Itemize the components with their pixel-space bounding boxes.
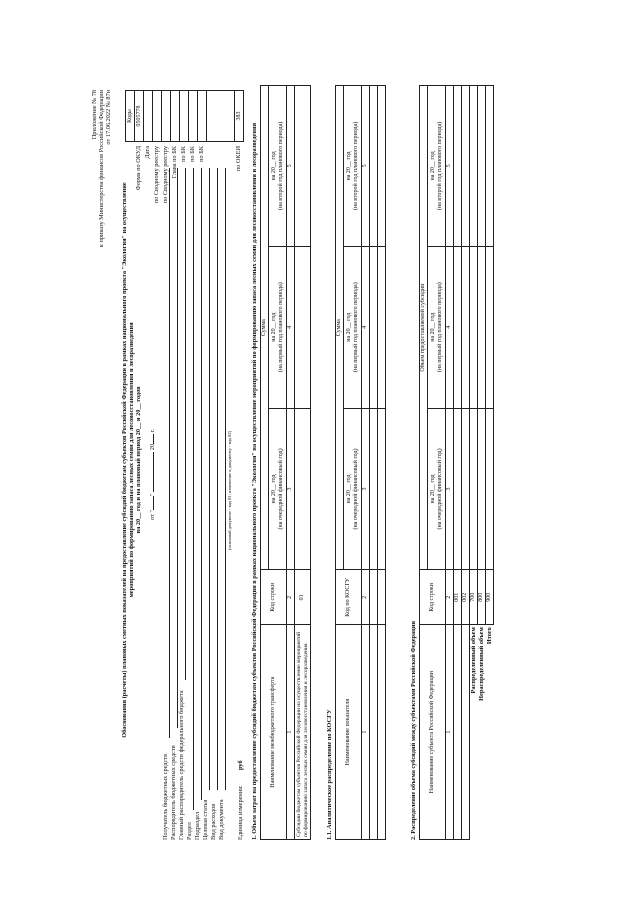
s11-col-y1: на 20__ год (на очередной финансовый год) (344, 408, 362, 570)
codes-table (125, 90, 244, 142)
field-distributor: Распорядитель бюджетных средств (170, 745, 177, 840)
field-expense-type: Вид расходов (210, 803, 217, 840)
field-distributor-line (177, 168, 178, 728)
section11-title: 1.1. Аналитическое распределение по КОСГУ (326, 709, 333, 840)
s2-total2-code: 800 (478, 570, 486, 625)
table-row (486, 86, 494, 840)
s1-col-sum: Сумма (261, 86, 269, 570)
code-reestr (153, 91, 162, 142)
code-okei: 383 (235, 91, 244, 142)
section1-table (260, 85, 311, 840)
appendix-number: Приложение № 78 (91, 90, 98, 140)
field-unit-value: руб (237, 760, 244, 770)
s1-col-y2: на 20__ год (на первый год планового периода) (269, 246, 287, 408)
s2-num-2: 2 (446, 570, 454, 625)
field-placement-type: Вид документа (218, 799, 225, 840)
field-subsection-line (201, 168, 202, 800)
field-unit-label: Единица измерения: (237, 785, 244, 840)
label-okud: Форма по ОКУД (135, 146, 142, 191)
doc-title-line1: Обоснования (расчеты) плановых сметных показателей на предоставление субсидий бюджетам субъектов Российской Федерации в рамках национального проекта "Экология" на осуществление (121, 182, 128, 738)
doc-title-line2: мероприятий по формированию запаса лесных семян для лесовосстановления и лесоразведения (128, 322, 135, 598)
code-reestr2 (162, 91, 171, 142)
label-reestr2: по Сводному реестру (162, 146, 169, 204)
field-section-line (193, 168, 194, 810)
s1-row-y3 (295, 86, 311, 247)
s2-num-5: 5 (446, 86, 454, 247)
s2-total1-label: Распределенный объем (470, 627, 478, 694)
appendix-line3: от 17.06.2022 № 87н (105, 90, 112, 145)
s2-col-y1: на 20__ год (на очередной финансовый год) (428, 408, 446, 570)
s1-num-4: 4 (287, 246, 295, 408)
field-recipient: Получатель бюджетных средств (162, 753, 169, 840)
s1-col-name: Наименование межбюджетного трансферта (261, 625, 287, 840)
s1-row-code: 01 (295, 570, 311, 625)
code-bk1 (180, 91, 189, 142)
table-row (470, 86, 478, 840)
s1-row-y2 (295, 246, 311, 408)
s1-num-2: 2 (287, 570, 295, 625)
table-row (370, 86, 378, 840)
section11-table (335, 85, 386, 840)
s2-num-4: 4 (446, 246, 454, 408)
field-placement-hint: (основной документ - код 01; изменение к документу - код 02) (227, 430, 232, 550)
field-section: Раздел (186, 822, 193, 840)
code-blank (207, 91, 235, 142)
s11-num-2: 2 (362, 570, 370, 625)
s2-total3-code: 900 (486, 570, 494, 625)
s2-col-y3: на 20__ год (на второй год планового периода) (428, 86, 446, 247)
s1-col-y1: на 20__ год (на очередной финансовый год) (269, 408, 287, 570)
form-code: 0505778 (135, 91, 144, 142)
s11-num-1: 1 (362, 625, 370, 840)
s2-col-code: Код строки (420, 570, 446, 625)
section1-title: 1. Объем затрат на предоставление субсидий бюджетам субъектов Российской Федерации в рамках национального проекта "Экология" на осуществление мероприятий по формированию запаса лесных семян для лесовосстановления и лесоразведения (251, 123, 258, 840)
s2-col-name: Наименование субъекта Российской Федерации (420, 625, 446, 840)
field-subsection: Подраздел (194, 811, 201, 840)
label-okei: по ОКЕИ (235, 146, 242, 172)
code-bk2 (189, 91, 198, 142)
section2-title: 2. Распределение объема субсидий между субъектами Российской Федерации (410, 620, 417, 840)
s11-num-4: 4 (362, 246, 370, 408)
s2-total1-code: 700 (470, 570, 478, 625)
code-glava (171, 91, 180, 142)
label-reestr: по Сводному реестру (153, 146, 160, 204)
date-line: от "" 20 г. (149, 428, 156, 520)
s1-num-1: 1 (287, 625, 295, 840)
field-expense-type-line (217, 168, 218, 790)
s2-row-code-2: 002 (462, 570, 470, 625)
s2-total3-label: Итого (485, 627, 493, 645)
s1-row-label: Субсидии бюджетам субъектов Российской Федерации на осуществление мероприятий по формированию запаса лесных семян для лесовосстановления и лесоразведения (295, 625, 311, 840)
s11-col-code: Код по КОСГУ (336, 570, 362, 625)
s2-total2-label: Нераспределенный объем (477, 627, 485, 701)
field-main-manager: Главный распорядитель средств федерального бюджета (178, 690, 185, 840)
code-bk3 (198, 91, 207, 142)
s1-row-y1 (295, 408, 311, 570)
label-bk2: по БК (189, 146, 196, 162)
table-row (478, 86, 486, 840)
field-target: Целевая статья (202, 799, 209, 840)
s1-num-5: 5 (287, 86, 295, 247)
s11-col-y3: на 20__ год (на второй год планового периода) (344, 86, 362, 247)
field-recipient-line (169, 168, 170, 738)
table-row (378, 86, 386, 840)
rotated-form (85, 70, 555, 850)
appendix-line2: к приказу Министерства финансов Российской Федерации (98, 90, 105, 248)
label-bk1: по БК (180, 146, 187, 162)
s2-num-1: 1 (446, 625, 454, 840)
s11-num-5: 5 (362, 86, 370, 247)
s2-col-sum: Объем предоставляемой субсидии (420, 86, 428, 570)
label-date: Дата (144, 146, 151, 159)
s11-col-name: Наименование показателя (336, 625, 362, 840)
s11-num-3: 3 (362, 408, 370, 570)
code-date (144, 91, 153, 142)
codes-header: Коды (126, 91, 135, 142)
s2-col-y2: на 20__ год (на первый год планового периода) (428, 246, 446, 408)
field-main-manager-line (185, 168, 186, 680)
table-row (462, 86, 470, 840)
s1-col-y3: на 20__ год (на второй год планового периода) (269, 86, 287, 247)
doc-title-period: на 20__ год и на плановый период 20__ и 20__ годов (135, 386, 142, 534)
s1-num-3: 3 (287, 408, 295, 570)
s2-row-code-1: 001 (454, 570, 462, 625)
label-bk3: по БК (198, 146, 205, 162)
field-target-line (209, 168, 210, 790)
s1-col-code: Код строки (261, 570, 287, 625)
s11-col-sum: Сумма (336, 86, 344, 570)
s2-num-3: 3 (446, 408, 454, 570)
section2-table (419, 85, 494, 840)
table-row (454, 86, 462, 840)
label-glava: Глава по БК (171, 146, 178, 179)
s11-col-y2: на 20__ год (на первый год планового периода) (344, 246, 362, 408)
